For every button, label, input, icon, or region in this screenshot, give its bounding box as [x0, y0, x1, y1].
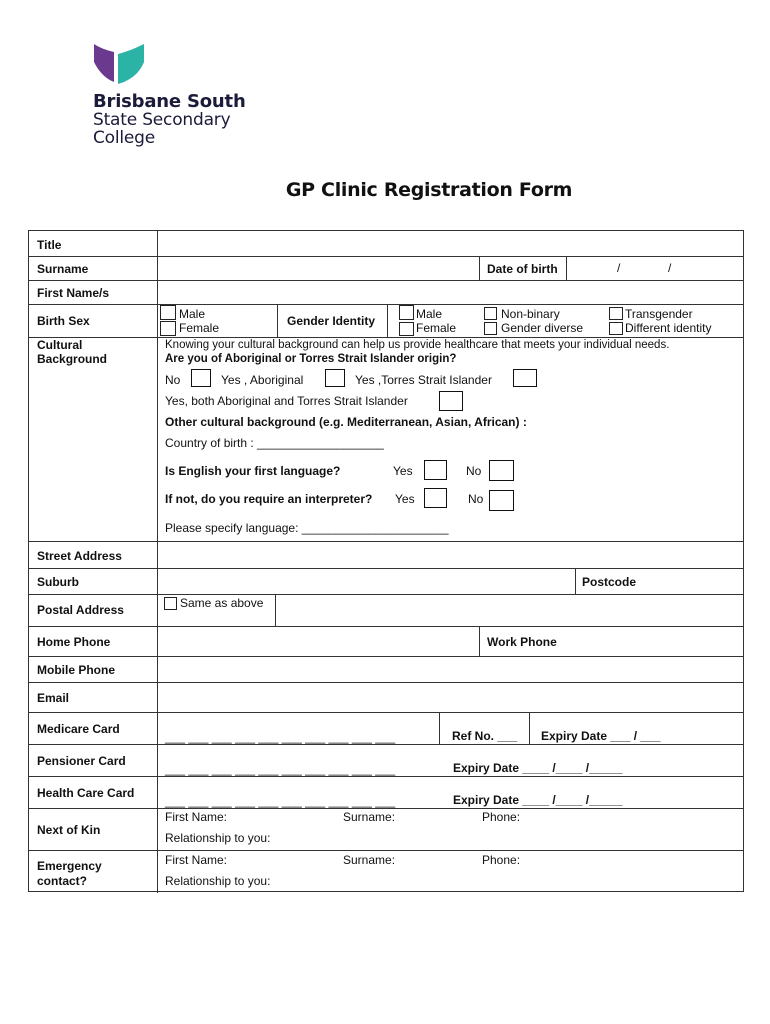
- email-field[interactable]: [161, 686, 737, 708]
- gi-transgender-label: Transgender: [625, 307, 693, 321]
- first-name-field[interactable]: [161, 282, 737, 302]
- pensioner-number-field[interactable]: ___ ___ ___ ___ ___ ___ ___ ___ ___ ___: [165, 762, 396, 776]
- gi-female-label: Female: [416, 321, 457, 335]
- sex-male-checkbox[interactable]: [160, 305, 176, 320]
- gi-nonbinary-label: Non-binary: [501, 307, 560, 321]
- mobile-phone-field[interactable]: [161, 659, 737, 679]
- cultural-label-line1: Cultural: [37, 338, 83, 352]
- specify-language-field[interactable]: Please specify language: ______________________: [165, 521, 449, 535]
- medicare-label: Medicare Card: [37, 722, 120, 736]
- interpreter-no-label: No: [468, 492, 484, 506]
- interpreter-no-checkbox[interactable]: [489, 490, 514, 511]
- suburb-label: Suburb: [37, 575, 79, 589]
- health-care-expiry-field[interactable]: Expiry Date ____ /____ /_____: [453, 793, 623, 807]
- surname-label: Surname: [37, 262, 89, 276]
- atsi-no-label: No: [165, 373, 181, 387]
- emergency-phone-label[interactable]: Phone:: [482, 853, 521, 867]
- email-label: Email: [37, 691, 70, 705]
- nok-relationship-label[interactable]: Relationship to you:: [165, 831, 271, 845]
- postcode-label: Postcode: [582, 575, 637, 589]
- cultural-intro: Knowing your cultural background can help us provide healthcare that meets your individual needs.: [165, 339, 670, 351]
- medicare-number-field[interactable]: ___ ___ ___ ___ ___ ___ ___ ___ ___ ___: [165, 730, 396, 744]
- street-address-field[interactable]: [161, 544, 737, 564]
- gi-diverse-checkbox[interactable]: [484, 322, 497, 335]
- college-name: [93, 92, 246, 147]
- other-background-label: Other cultural background (e.g. Mediterranean, Asian, African) :: [165, 415, 527, 429]
- atsi-no-checkbox[interactable]: [191, 369, 211, 387]
- college-logo: [92, 42, 146, 86]
- mobile-phone-label: Mobile Phone: [37, 663, 115, 677]
- interpreter-yes-checkbox[interactable]: [424, 488, 447, 508]
- gi-diverse-label: Gender diverse: [501, 321, 584, 335]
- birth-sex-label: Birth Sex: [37, 314, 90, 328]
- atsi-both-label: Yes, both Aboriginal and Torres Strait Islander: [165, 394, 408, 408]
- suburb-field[interactable]: [161, 571, 571, 591]
- sex-female-label: Female: [179, 321, 220, 335]
- postal-address-label: Postal Address: [37, 603, 124, 617]
- postal-address-field[interactable]: [281, 597, 737, 623]
- gi-different-checkbox[interactable]: [609, 322, 623, 335]
- brand-line-2: State Secondary: [93, 110, 231, 130]
- dob-separator-1: /: [617, 261, 621, 275]
- nok-surname-label[interactable]: Surname:: [343, 810, 396, 824]
- emergency-relationship-label[interactable]: Relationship to you:: [165, 874, 271, 888]
- ref-no-field[interactable]: Ref No. ___: [452, 729, 518, 743]
- logo-book-icon: [92, 42, 146, 86]
- english-question: Is English your first language?: [165, 464, 341, 478]
- sex-female-checkbox[interactable]: [160, 321, 176, 336]
- atsi-tsi-label: Yes ,Torres Strait Islander: [355, 373, 492, 387]
- gi-different-label: Different identity: [625, 321, 712, 335]
- country-of-birth-field[interactable]: Country of birth : ___________________: [165, 436, 384, 450]
- gi-male-checkbox[interactable]: [399, 305, 414, 320]
- health-care-label: Health Care Card: [37, 786, 135, 800]
- dob-separator-2: /: [668, 261, 672, 275]
- english-yes-label: Yes: [393, 464, 413, 478]
- gender-identity-label: Gender Identity: [287, 314, 376, 328]
- title-field[interactable]: [169, 233, 739, 253]
- home-phone-label: Home Phone: [37, 635, 111, 649]
- emergency-label-line1: Emergency: [37, 859, 102, 873]
- health-care-number-field[interactable]: ___ ___ ___ ___ ___ ___ ___ ___ ___ ___: [165, 794, 396, 808]
- first-name-label: First Name/s: [37, 286, 110, 300]
- form-title: GP Clinic Registration Form: [285, 179, 573, 201]
- brand-line-1: Brisbane South: [93, 91, 246, 112]
- english-no-label: No: [466, 464, 482, 478]
- atsi-tsi-checkbox[interactable]: [513, 369, 537, 387]
- gi-male-label: Male: [416, 307, 443, 321]
- interpreter-question: If not, do you require an interpreter?: [165, 492, 373, 506]
- gi-transgender-checkbox[interactable]: [609, 307, 623, 320]
- surname-field[interactable]: [161, 258, 473, 278]
- home-phone-field[interactable]: [161, 629, 473, 653]
- interpreter-yes-label: Yes: [395, 492, 415, 506]
- english-no-checkbox[interactable]: [489, 460, 514, 481]
- medicare-expiry-field[interactable]: Expiry Date ___ / ___: [541, 729, 661, 743]
- registration-form-table: [28, 230, 744, 892]
- nok-phone-label[interactable]: Phone:: [482, 810, 521, 824]
- dob-label: Date of birth: [487, 262, 558, 276]
- atsi-aboriginal-label: Yes , Aboriginal: [221, 373, 304, 387]
- gi-female-checkbox[interactable]: [399, 322, 414, 336]
- emergency-surname-label[interactable]: Surname:: [343, 853, 396, 867]
- pensioner-label: Pensioner Card: [37, 754, 126, 768]
- atsi-aboriginal-checkbox[interactable]: [325, 369, 345, 387]
- cultural-label-line2: Background: [37, 352, 108, 366]
- same-as-above-checkbox[interactable]: [164, 597, 177, 610]
- next-of-kin-label: Next of Kin: [37, 823, 101, 837]
- title-label: Title: [37, 238, 62, 252]
- pensioner-expiry-field[interactable]: Expiry Date ____ /____ /_____: [453, 761, 623, 775]
- nok-first-name-label[interactable]: First Name:: [165, 810, 228, 824]
- emergency-first-name-label[interactable]: First Name:: [165, 853, 228, 867]
- brand-line-3: College: [93, 128, 156, 148]
- gi-nonbinary-checkbox[interactable]: [484, 307, 497, 320]
- english-yes-checkbox[interactable]: [424, 460, 447, 480]
- sex-male-label: Male: [179, 307, 206, 321]
- emergency-label-line2: contact?: [37, 874, 88, 888]
- same-as-above-label: Same as above: [180, 596, 264, 610]
- atsi-both-checkbox[interactable]: [439, 391, 463, 411]
- work-phone-label: Work Phone: [487, 635, 557, 649]
- street-address-label: Street Address: [37, 549, 122, 563]
- atsi-question: Are you of Aboriginal or Torres Strait Islander origin?: [165, 353, 457, 365]
